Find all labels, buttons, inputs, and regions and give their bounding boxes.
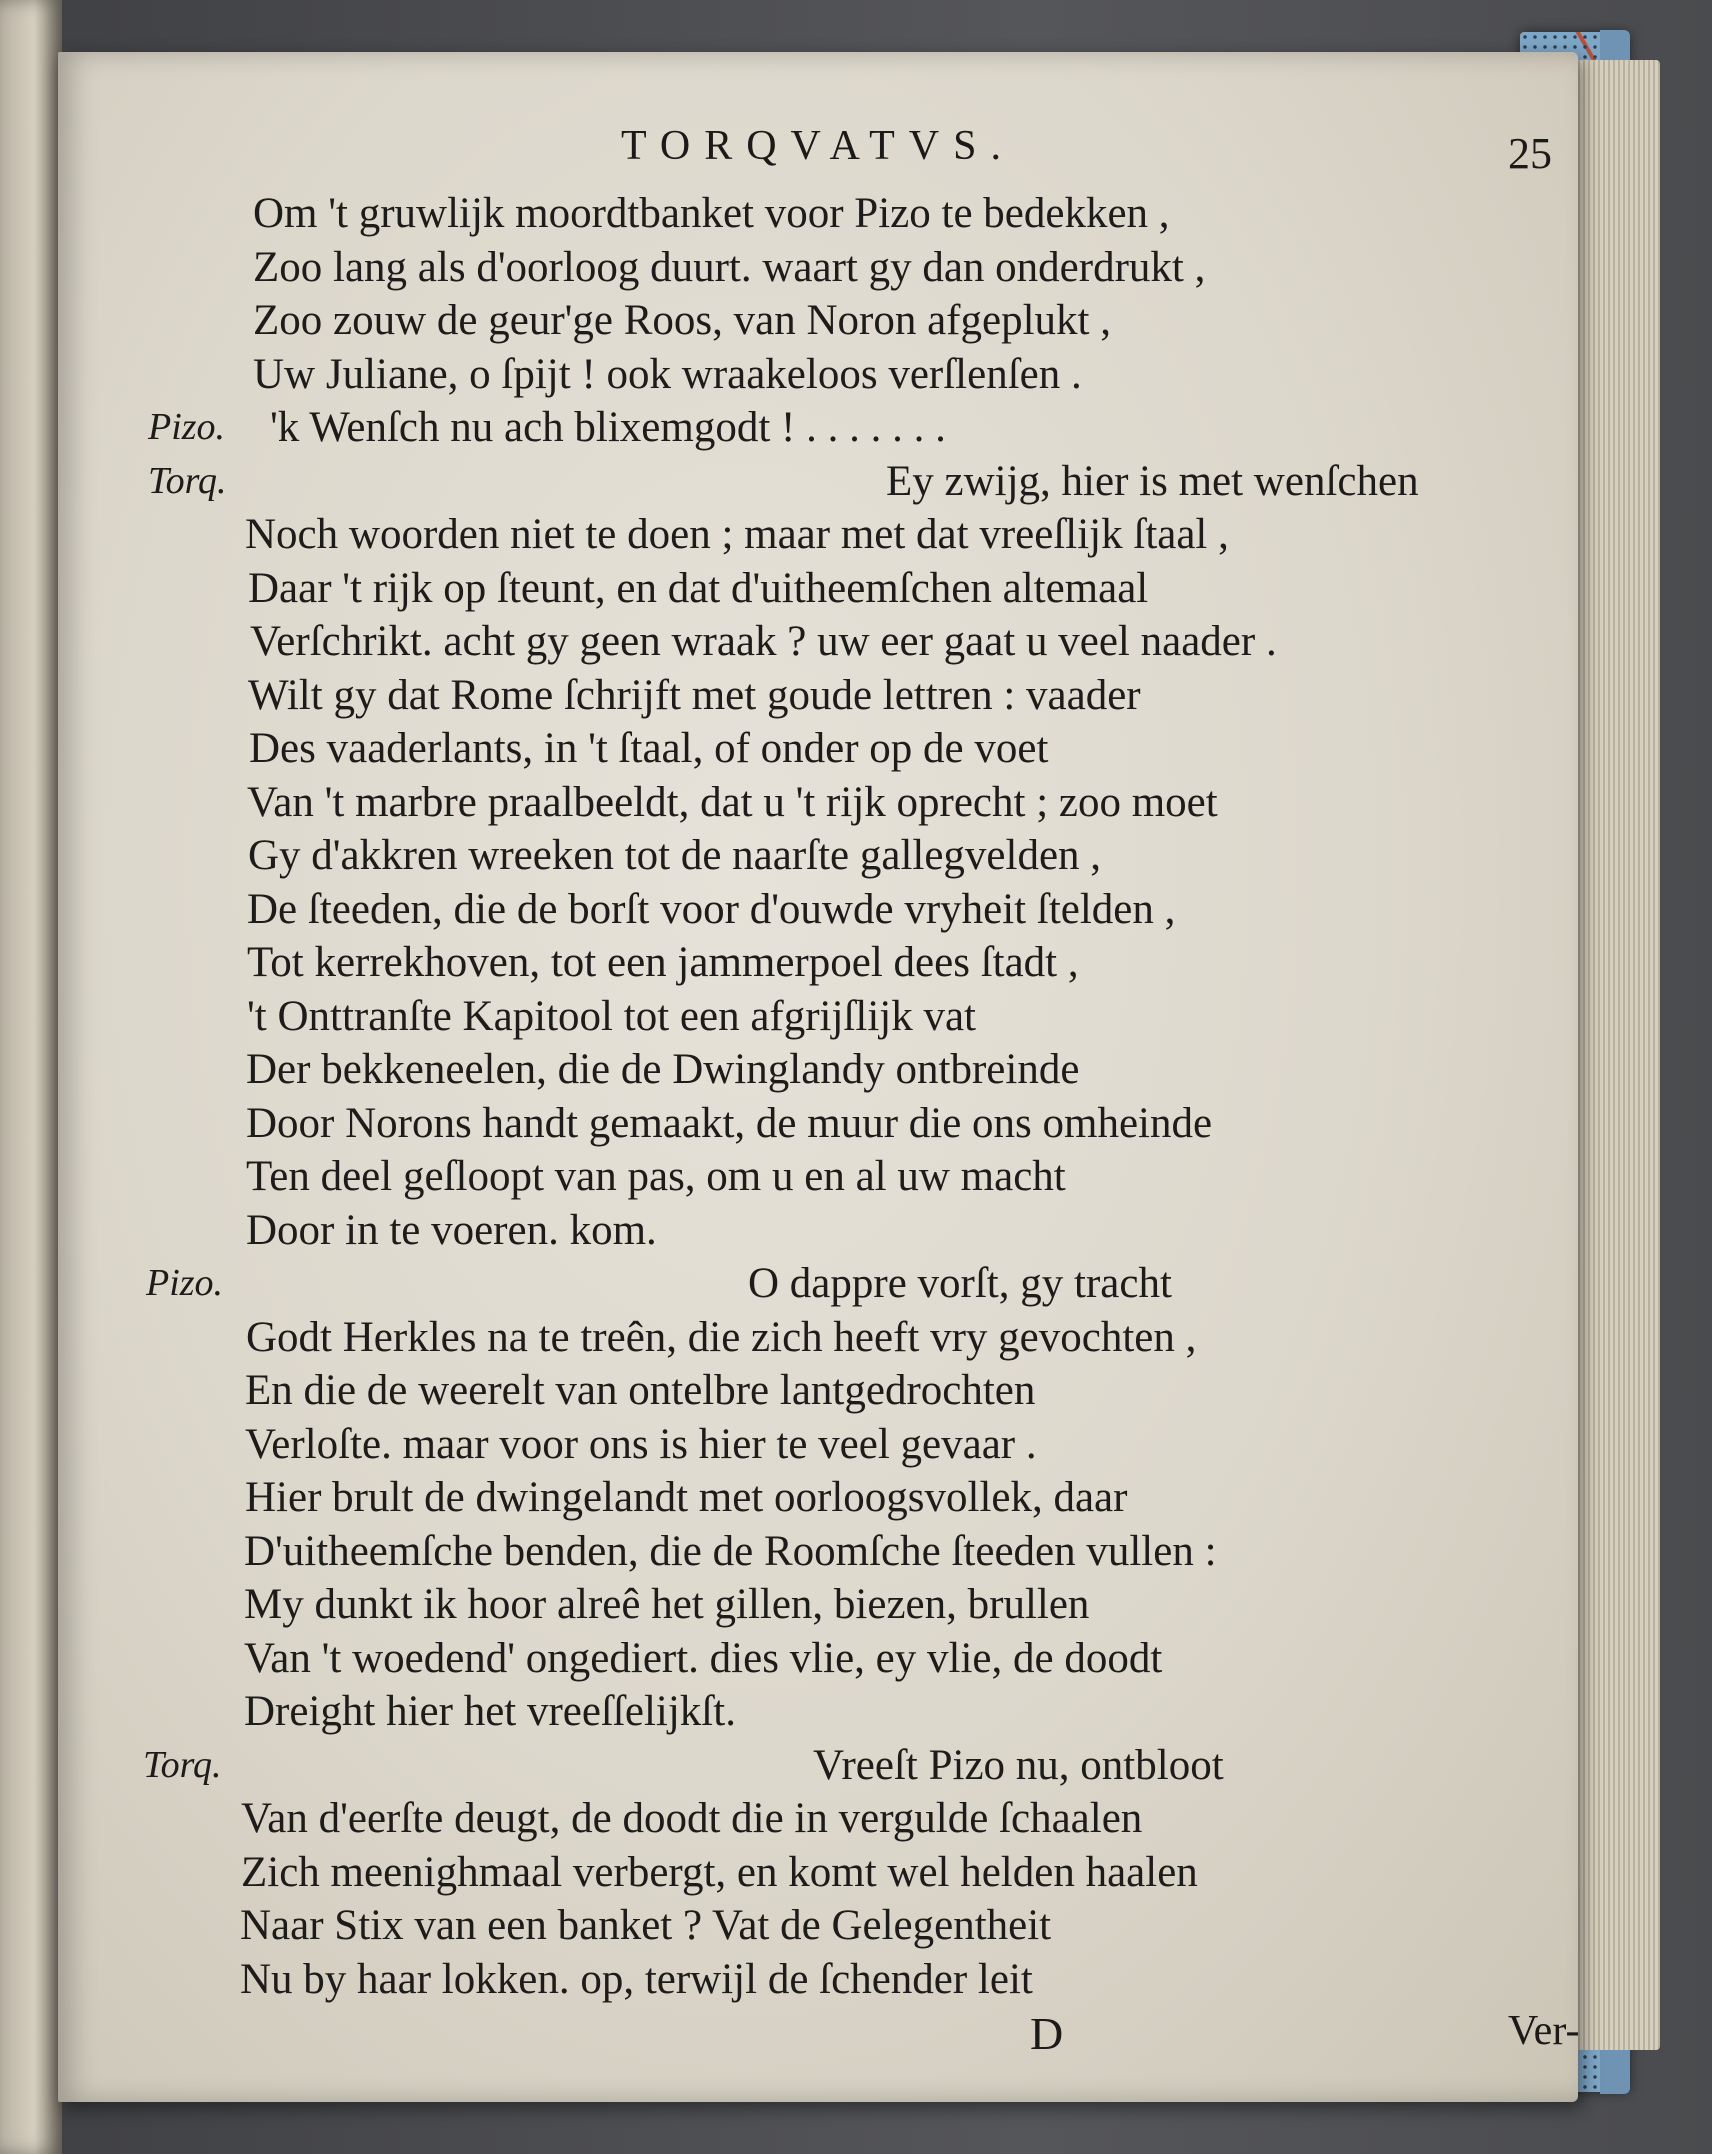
verse-text: Verloſte. maar voor ons is hier te veel gevaar . (245, 1420, 1037, 1468)
verse-text: Hier brult de dwingelandt met oorloogsvollek, daar (245, 1474, 1128, 1521)
verse-line (58, 455, 1578, 509)
verse-line (58, 1311, 1578, 1365)
verse-text: Van d'eerſte deugt, de doodt die in vergulde ſchaalen (241, 1795, 1143, 1842)
verse-text: O dappre vorſt, gy tracht (748, 1260, 1172, 1307)
verse-line (58, 1846, 1578, 1900)
verse-line (58, 401, 1578, 455)
previous-page-edge (0, 0, 62, 2154)
page-number: 25 (1508, 129, 1552, 178)
verse-text: Zoo lang als d'oorloog duurt. waart gy dan onderdrukt , (253, 243, 1206, 291)
verse-text: Ey zwijg, hier is met wenſchen (886, 457, 1419, 505)
verse-line (58, 508, 1578, 562)
verse-text: Om 't gruwlijk moordtbanket voor Pizo te bedekken , (253, 190, 1170, 237)
verse-line (58, 1578, 1578, 1632)
verse-text: Door in te voeren. kom. (246, 1206, 657, 1254)
verse-text: Nu by haar lokken. op, terwijl de ſchender leit (240, 1955, 1033, 2003)
verse-text: Der bekkeneelen, die de Dwinglandy ontbreinde (246, 1046, 1080, 1093)
verse-text: My dunkt ik hoor alreê het gillen, biezen, brullen (244, 1581, 1090, 1628)
verse-line (58, 669, 1578, 723)
running-head: TORQVATVS. (620, 123, 1015, 169)
verse-text: Des vaaderlants, in 't ſtaal, of onder op de voet (249, 725, 1049, 772)
verse-text: Uw Juliane, o ſpijt ! ook wraakeloos verſlenſen . (253, 350, 1082, 398)
verse-text: En die de weerelt van ontelbre lantgedrochten (245, 1367, 1036, 1414)
verse-text: Tot kerrekhoven, tot een jammerpoel dees ſtadt , (247, 939, 1079, 986)
verse-line (58, 294, 1578, 348)
verse-text: Gy d'akkren wreeken tot de naarſte gallegvelden , (248, 832, 1102, 879)
verse-line (58, 1632, 1578, 1686)
verse-text: Godt Herkles na te treên, die zich heeft vry gevochten , (246, 1313, 1197, 1361)
verse-line (58, 883, 1578, 937)
verse-line (58, 1364, 1578, 1418)
verse-text: Daar 't rijk op ſteunt, en dat d'uitheemſchen altemaal (248, 564, 1149, 612)
verse-text: D'uitheemſche benden, die de Roomſche ſteeden vullen : (244, 1527, 1217, 1575)
verse-text: Ten deel geſloopt van pas, om u en al uw macht (246, 1153, 1066, 1200)
verse-line (58, 1739, 1578, 1793)
verse-text: Zich meenighmaal verbergt, en komt wel helden haalen (241, 1848, 1198, 1896)
verse-line (58, 187, 1578, 241)
verse-line (58, 1097, 1578, 1151)
verse-text: Zoo zouw de geur'ge Roos, van Noron afgeplukt , (253, 297, 1111, 344)
verse-text-block (58, 187, 1578, 2006)
verse-text: Naar Stix van een banket ? Vat de Gelegentheit (240, 1902, 1052, 1949)
verse-line (58, 1525, 1578, 1579)
verse-text: Dreight hier het vreeſſelijkſt. (244, 1688, 736, 1735)
verse-line (58, 936, 1578, 990)
book-page (58, 52, 1578, 2102)
verse-text: Vreeſt Pizo nu, ontbloot (813, 1741, 1224, 1789)
verse-line (58, 615, 1578, 669)
verse-line (58, 829, 1578, 883)
verse-line (58, 348, 1578, 402)
verse-text: Van 't marbre praalbeeldt, dat u 't rijk oprecht ; zoo moet (247, 778, 1218, 826)
verse-line (58, 990, 1578, 1044)
verse-line (58, 1471, 1578, 1525)
verse-text: 'k Wenſch nu ach blixemgodt ! . . . . . . . (270, 404, 946, 451)
signature-mark: D (1030, 2008, 1064, 2059)
verse-line (58, 1685, 1578, 1739)
verse-text: Noch woorden niet te doen ; maar met dat vreeſlijk ſtaal , (245, 511, 1229, 558)
verse-line (58, 1899, 1578, 1953)
verse-text: Verſchrikt. acht gy geen wraak ? uw eer gaat u veel naader . (250, 618, 1277, 665)
verse-line (58, 1257, 1578, 1311)
speaker-label: Pizo. (148, 406, 226, 448)
verse-line (58, 1953, 1578, 2007)
verse-line (58, 1204, 1578, 1258)
verse-line (58, 1418, 1578, 1472)
verse-text: Door Norons handt gemaakt, de muur die ons omheinde (246, 1099, 1213, 1147)
verse-line (58, 562, 1578, 616)
catchword: Ver- (1508, 2008, 1580, 2054)
verse-text: Van 't woedend' ongediert. dies vlie, ey vlie, de doodt (244, 1634, 1163, 1682)
verse-line (58, 776, 1578, 830)
speaker-label: Torq. (148, 459, 227, 502)
speaker-label: Pizo. (146, 1262, 224, 1304)
verse-text: 't Onttranſte Kapitool tot een afgrijſlijk vat (247, 992, 977, 1040)
verse-text: De ſteeden, die de borſt voor d'ouwde vryheit ſtelden , (247, 885, 1176, 933)
verse-line (58, 722, 1578, 776)
verse-text: Wilt gy dat Rome ſchrijft met goude lettren : vaader (248, 671, 1141, 719)
speaker-label: Torq. (143, 1743, 222, 1786)
verse-line (58, 1043, 1578, 1097)
verse-line (58, 1150, 1578, 1204)
verse-line (58, 241, 1578, 295)
verse-line (58, 1792, 1578, 1846)
